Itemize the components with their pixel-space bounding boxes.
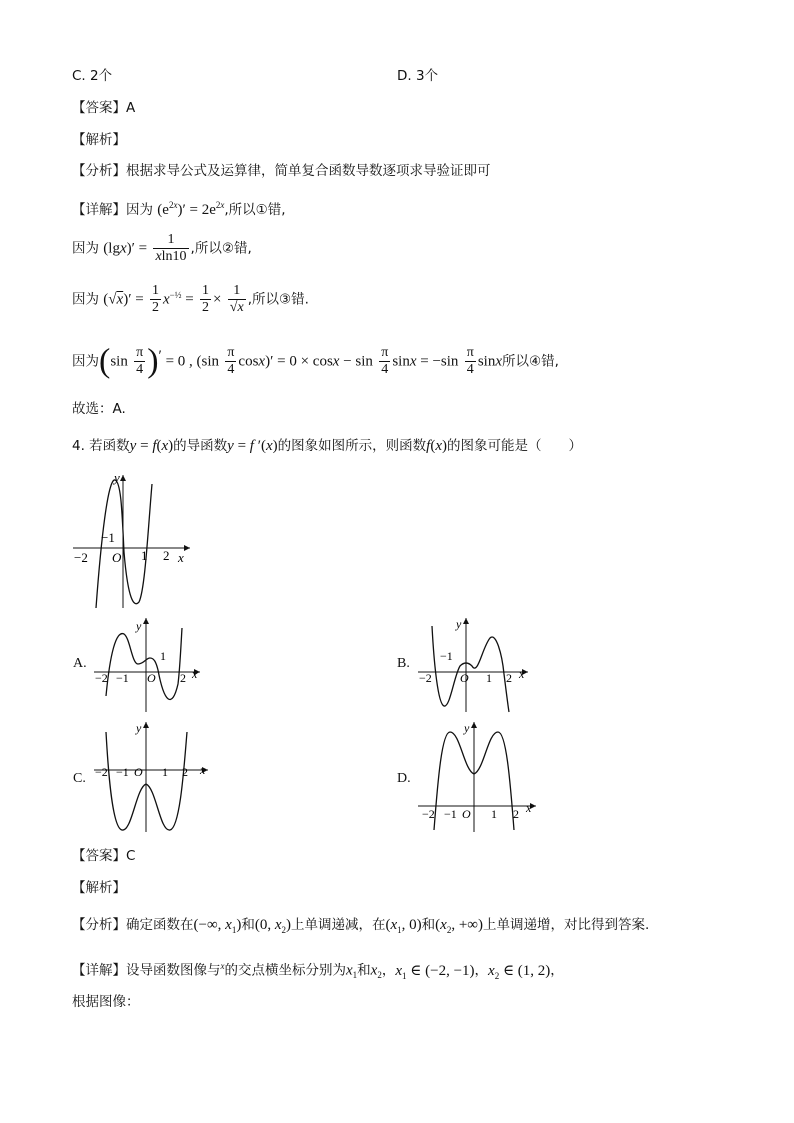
- svg-text:−1: −1: [440, 649, 453, 663]
- tail-1: ,所以①错,: [224, 202, 286, 218]
- svg-text:−2: −2: [422, 807, 435, 821]
- detail-tag: 【详解】: [72, 202, 126, 218]
- q4-fenxi-line: 【分析】确定函数在(−∞, $x_1$)和(0, $x_2$)上单调递减，在($x_1$, 0)和($x_2$, +∞)上单调递增，对比得到答案.: [72, 917, 650, 935]
- svg-text:2: 2: [506, 671, 512, 685]
- option-d-graph: [416, 718, 541, 834]
- tail-2: ,所以②错,: [190, 240, 252, 257]
- formula-2: (lgx)′ =: [103, 240, 148, 257]
- svg-text:y: y: [136, 619, 142, 633]
- option-b-label: B.: [397, 656, 410, 671]
- because-label: 因为: [72, 353, 99, 370]
- answer-value: A: [126, 100, 136, 116]
- formula-1: $(e^{2x})' = 2e^{2x}$: [157, 200, 225, 218]
- svg-text:2: 2: [180, 671, 186, 685]
- because-label: 因为: [72, 240, 99, 257]
- svg-text:−1: −1: [116, 671, 129, 685]
- svg-text:−1: −1: [444, 807, 457, 821]
- svg-text:O: O: [147, 671, 156, 685]
- svg-text:1: 1: [141, 548, 148, 563]
- analysis-tag: 【解析】: [72, 132, 126, 148]
- svg-text:1: 1: [160, 649, 166, 663]
- derivative-graph: [68, 470, 198, 610]
- svg-text:x: x: [519, 667, 525, 681]
- fenxi-text: 根据求导公式及运算律，简单复合函数导数逐项求导验证即可: [126, 163, 491, 179]
- svg-text:2: 2: [163, 548, 170, 563]
- answer-tag: 【答案】: [72, 100, 126, 116]
- detail-line-2: [72, 232, 252, 265]
- svg-text:−2: −2: [95, 765, 108, 779]
- fenxi-tag: 【分析】: [72, 163, 126, 179]
- q4-stem: 4. 若函数y = f(x)的导函数y = f ′(x)的图象如图所示，则函数f(x)的图象可能是（ ）: [72, 438, 583, 454]
- option-d-label: D.: [397, 771, 411, 786]
- svg-text:−2: −2: [419, 671, 432, 685]
- option-d: D. 3个: [397, 68, 439, 84]
- by-graph-line: 根据图像：: [72, 994, 140, 1010]
- tail-3: ,所以③错.: [247, 291, 309, 308]
- svg-text:1: 1: [491, 807, 497, 821]
- option-b-graph: [416, 614, 531, 714]
- detail-line-3: 因为 (√x)′ = $\frac{1}{2}$ $x^{-\frac{1}{2}}$ = $\frac{1}{2}$ × $\frac{1}{√x}$ ,所以③错.: [72, 283, 309, 315]
- svg-text:y: y: [456, 617, 462, 631]
- option-a-label: A.: [73, 656, 87, 671]
- detail-line-4: 因为(sin $\frac{\pi}{4}$ )′ = 0 , (sin $\frac{\pi}{4}$ cosx)′ = 0 × cosx − sin $\frac{\pi}{4}$ sinx = −sin $\frac{\pi}{4}$ sinx所以④错,: [72, 342, 559, 380]
- detail-line-1: [72, 196, 286, 219]
- svg-text:2: 2: [513, 807, 519, 821]
- q4-answer-value: C: [126, 848, 136, 864]
- svg-text:x: x: [192, 667, 198, 681]
- option-c: C. 2个: [72, 68, 113, 84]
- answer-line: [72, 99, 135, 117]
- origin-label: O: [112, 550, 122, 565]
- option-c-label: C.: [73, 771, 86, 786]
- svg-text:1: 1: [486, 671, 492, 685]
- svg-text:−2: −2: [74, 550, 88, 565]
- svg-text:−1: −1: [101, 530, 115, 545]
- formula-3: (√x)′ =: [103, 291, 144, 308]
- svg-text:y: y: [136, 721, 142, 735]
- svg-text:2: 2: [182, 765, 188, 779]
- option-a-graph: [92, 614, 202, 714]
- y-label: y: [114, 470, 120, 485]
- svg-text:−2: −2: [95, 671, 108, 685]
- svg-text:x: x: [200, 763, 206, 777]
- svg-text:1: 1: [162, 765, 168, 779]
- because-label: 因为: [72, 291, 99, 308]
- because-label: 因为: [126, 202, 153, 218]
- svg-text:x: x: [526, 801, 532, 815]
- svg-text:−1: −1: [116, 765, 129, 779]
- svg-text:O: O: [134, 765, 143, 779]
- tail-4: 所以④错,: [502, 353, 559, 370]
- svg-text:y: y: [464, 721, 470, 735]
- choose-line: 故选：A.: [72, 401, 126, 417]
- x-label: x: [178, 550, 184, 565]
- fenxi-line: [72, 162, 491, 180]
- q4-answer-line: 【答案】C: [72, 848, 136, 864]
- q4-detail-line: 【详解】设导函数图像与$^x$的交点横坐标分别为$x_1$和$x_2$，$x_1$ ∈ (−2, −1)，$x_2$ ∈ (1, 2)，: [72, 961, 564, 981]
- frac-1-xln10: $\frac{1}{xln10}$: [155, 232, 187, 264]
- svg-text:O: O: [462, 807, 471, 821]
- svg-text:O: O: [460, 671, 469, 685]
- q4-analysis-tag: 【解析】: [72, 880, 126, 896]
- option-c-graph: [92, 718, 212, 834]
